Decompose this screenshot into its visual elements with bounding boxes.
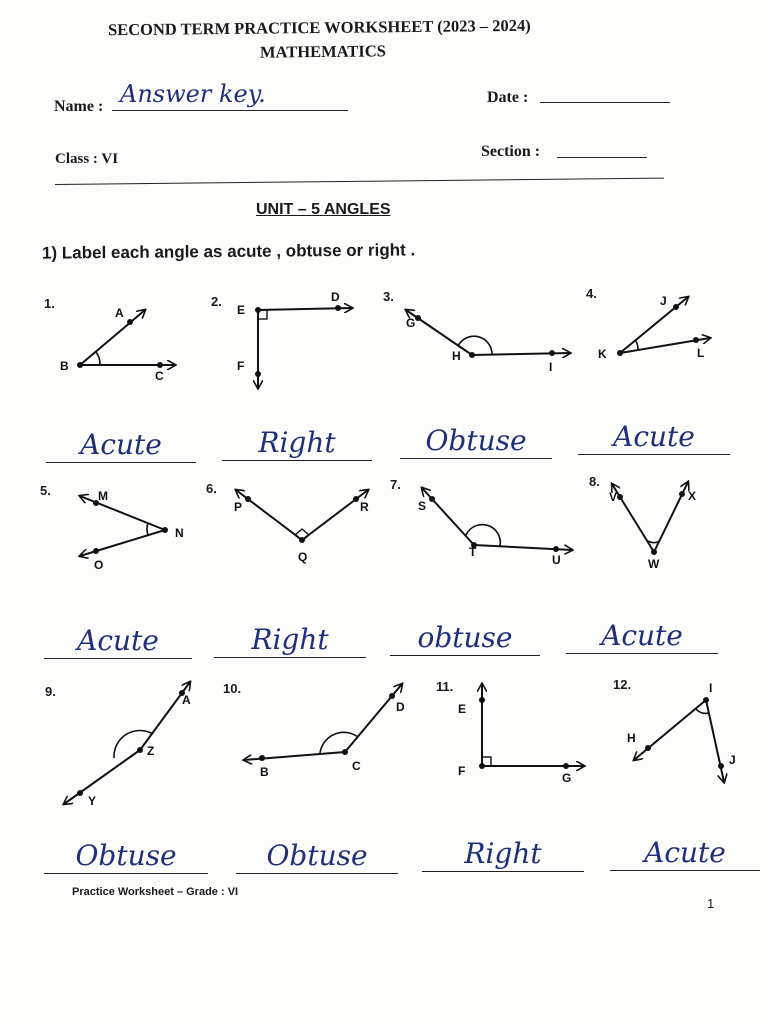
label-8-v: V	[609, 490, 618, 504]
item-number-4: 4.	[586, 286, 597, 301]
label-2-e: E	[237, 303, 246, 317]
label-5-m: M	[98, 489, 108, 503]
angle-7-figure	[422, 488, 572, 550]
answer-3[interactable]: Obtuse	[400, 424, 552, 459]
angle-2-figure	[258, 308, 352, 388]
item-number-9: 9.	[45, 684, 56, 699]
label-10-d: D	[396, 700, 405, 714]
label-11-f: F	[458, 764, 466, 778]
class-label: Class : VI	[55, 151, 119, 167]
label-11-g: G	[562, 771, 572, 785]
label-12-j: J	[729, 753, 736, 767]
label-9-a: A	[182, 693, 191, 707]
label-1-c: C	[155, 369, 164, 383]
angle-12-figure	[634, 700, 724, 782]
item-number-3: 3.	[383, 289, 394, 304]
subject-title: MATHEMATICS	[259, 41, 386, 62]
answer-5[interactable]: Acute	[44, 624, 192, 659]
label-7-u: U	[552, 553, 561, 567]
answer-2[interactable]: Right	[222, 426, 372, 461]
label-12-i: I	[709, 681, 713, 695]
label-10-c: C	[352, 759, 361, 773]
label-12-h: H	[627, 731, 636, 745]
footer-label: Practice Worksheet – Grade : VI	[72, 886, 239, 898]
answer-11[interactable]: Right	[422, 837, 584, 872]
angle-10-figure	[244, 684, 402, 760]
unit-title: UNIT – 5 ANGLES	[256, 201, 391, 218]
label-6-r: R	[360, 500, 369, 514]
angle-11-figure	[482, 684, 584, 766]
answer-4[interactable]: Acute	[578, 420, 730, 455]
item-number-7: 7.	[390, 477, 401, 492]
label-9-y: Y	[88, 794, 97, 808]
label-1-a: A	[115, 306, 124, 320]
label-8-w: W	[648, 557, 660, 571]
angle-9-figure	[64, 682, 190, 804]
label-10-b: B	[260, 765, 269, 779]
answer-6[interactable]: Right	[214, 623, 366, 658]
page-number: 1	[707, 896, 715, 911]
name-label: Name :	[54, 98, 104, 115]
item-number-6: 6.	[206, 481, 217, 496]
answer-1[interactable]: Acute	[46, 428, 196, 463]
question-text: 1) Label each angle as acute , obtuse or right .	[41, 240, 416, 263]
worksheet-title: SECOND TERM PRACTICE WORKSHEET (2023 – 2024)	[107, 15, 531, 40]
label-9-z: Z	[147, 744, 155, 758]
item-number-10: 10.	[223, 681, 242, 696]
label-3-h: H	[452, 349, 461, 363]
date-label: Date :	[487, 89, 529, 106]
label-4-j: J	[660, 294, 667, 308]
label-8-x: X	[688, 489, 697, 503]
name-value: Answer key.	[120, 80, 266, 108]
answer-7[interactable]: obtuse	[390, 621, 540, 656]
answer-10[interactable]: Obtuse	[236, 839, 398, 874]
angle-1-figure	[80, 310, 175, 365]
item-number-11: 11.	[436, 679, 454, 694]
label-5-o: O	[94, 558, 104, 572]
angle-6-figure	[236, 490, 368, 541]
answer-9[interactable]: Obtuse	[44, 839, 208, 874]
label-6-p: P	[234, 500, 243, 514]
label-1-b: B	[60, 359, 69, 373]
label-11-e: E	[458, 702, 467, 716]
item-number-1: 1.	[44, 296, 55, 311]
label-3-g: G	[406, 316, 416, 330]
label-6-q: Q	[298, 550, 308, 564]
item-number-8: 8.	[589, 474, 600, 489]
label-4-l: L	[697, 346, 705, 360]
angle-8-figure	[612, 482, 688, 552]
section-label: Section :	[481, 143, 541, 160]
label-5-n: N	[175, 526, 184, 540]
label-4-k: K	[598, 347, 607, 361]
item-number-12: 12.	[613, 677, 632, 692]
label-7-t: T	[469, 545, 477, 559]
answer-12[interactable]: Acute	[610, 836, 760, 871]
item-number-5: 5.	[40, 483, 51, 498]
angle-3-figure	[406, 310, 570, 355]
item-number-2: 2.	[211, 294, 222, 309]
angle-5-figure	[80, 496, 165, 556]
label-3-i: I	[549, 360, 553, 374]
label-2-f: F	[237, 359, 245, 373]
answer-8[interactable]: Acute	[566, 619, 718, 654]
label-2-d: D	[331, 290, 340, 304]
label-7-s: S	[418, 499, 427, 513]
